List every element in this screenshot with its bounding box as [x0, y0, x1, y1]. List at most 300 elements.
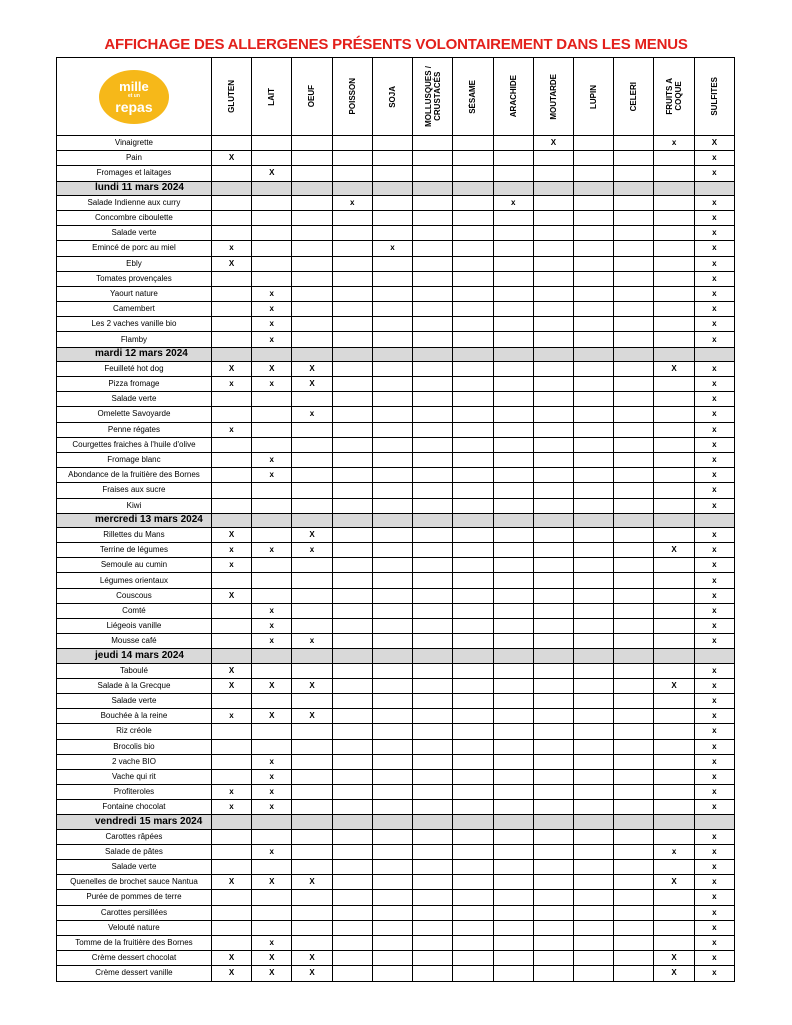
allergen-mark-cell — [574, 498, 614, 513]
allergen-mark-cell — [292, 166, 332, 181]
dish-name: Tomates provençales — [57, 271, 212, 286]
allergen-mark-cell — [292, 558, 332, 573]
day-row-cell — [292, 815, 332, 829]
allergen-mark-cell — [533, 286, 573, 301]
allergen-mark-cell — [453, 558, 493, 573]
allergen-mark-cell — [453, 603, 493, 618]
allergen-header-label: SOJA — [387, 85, 397, 108]
dish-row — [57, 829, 735, 844]
allergen-mark-cell — [372, 302, 412, 317]
allergen-mark-cell — [413, 543, 453, 558]
allergen-mark-cell: x — [694, 166, 734, 181]
allergen-mark-cell — [453, 709, 493, 724]
allergen-mark-cell: X — [292, 377, 332, 392]
allergen-mark-cell — [211, 286, 251, 301]
allergen-mark-cell — [493, 452, 533, 467]
allergen-mark-cell — [654, 452, 694, 467]
allergen-mark-cell — [654, 800, 694, 815]
allergen-mark-cell — [332, 875, 372, 890]
allergen-mark-cell — [654, 317, 694, 332]
allergen-mark-cell — [332, 527, 372, 542]
allergen-mark-cell — [332, 663, 372, 678]
allergen-mark-cell — [332, 905, 372, 920]
allergen-mark-cell — [252, 724, 292, 739]
allergen-mark-cell: x — [654, 136, 694, 151]
allergen-mark-cell — [533, 151, 573, 166]
allergen-mark-cell — [574, 603, 614, 618]
allergen-mark-cell — [614, 920, 654, 935]
allergen-mark-cell: x — [694, 195, 734, 210]
allergen-mark-cell — [413, 392, 453, 407]
allergen-mark-cell — [493, 603, 533, 618]
allergen-mark-cell — [574, 935, 614, 950]
allergen-mark-cell: x — [252, 377, 292, 392]
allergen-mark-cell: x — [211, 800, 251, 815]
allergen-mark-cell — [574, 166, 614, 181]
allergen-mark-cell — [453, 136, 493, 151]
allergen-mark-cell — [493, 920, 533, 935]
allergen-mark-cell: X — [252, 709, 292, 724]
allergen-mark-cell — [533, 468, 573, 483]
allergen-mark-cell — [533, 361, 573, 376]
dish-row — [57, 361, 735, 376]
allergen-mark-cell — [372, 603, 412, 618]
allergen-mark-cell — [211, 452, 251, 467]
allergen-mark-cell: X — [292, 361, 332, 376]
allergen-mark-cell — [211, 136, 251, 151]
dish-name: Velouté nature — [57, 920, 212, 935]
allergen-mark-cell — [614, 785, 654, 800]
allergen-mark-cell — [413, 769, 453, 784]
allergen-mark-cell — [332, 844, 372, 859]
allergen-mark-cell — [614, 195, 654, 210]
allergen-mark-cell — [493, 588, 533, 603]
allergen-mark-cell — [654, 905, 694, 920]
dish-row — [57, 785, 735, 800]
dish-name: Mousse café — [57, 634, 212, 649]
allergen-mark-cell — [252, 558, 292, 573]
allergen-mark-cell — [332, 407, 372, 422]
allergen-mark-cell — [453, 226, 493, 241]
allergen-mark-cell — [292, 332, 332, 347]
allergen-mark-cell — [332, 678, 372, 693]
allergen-mark-cell: x — [694, 875, 734, 890]
allergen-mark-cell: x — [694, 498, 734, 513]
allergen-mark-cell — [654, 573, 694, 588]
allergen-mark-cell — [654, 422, 694, 437]
allergen-mark-cell — [493, 210, 533, 225]
day-row-cell — [493, 347, 533, 361]
dish-row — [57, 663, 735, 678]
allergen-mark-cell — [614, 573, 654, 588]
allergen-mark-cell — [453, 377, 493, 392]
allergen-mark-cell — [574, 151, 614, 166]
allergen-mark-cell — [533, 210, 573, 225]
day-row-cell — [694, 347, 734, 361]
allergen-mark-cell: x — [694, 663, 734, 678]
allergen-mark-cell — [211, 754, 251, 769]
day-row-cell — [694, 815, 734, 829]
allergen-mark-cell — [252, 663, 292, 678]
allergen-mark-cell — [614, 800, 654, 815]
allergen-mark-cell — [332, 437, 372, 452]
day-header-row — [57, 347, 735, 361]
day-row-cell — [574, 181, 614, 195]
allergen-mark-cell — [654, 829, 694, 844]
allergen-mark-cell — [493, 739, 533, 754]
dish-name: Fromage blanc — [57, 452, 212, 467]
allergen-mark-cell — [533, 195, 573, 210]
dish-row — [57, 498, 735, 513]
allergen-mark-cell — [493, 256, 533, 271]
allergen-mark-cell — [372, 829, 412, 844]
allergen-mark-cell: X — [654, 361, 694, 376]
allergen-mark-cell — [533, 619, 573, 634]
day-row-cell — [453, 347, 493, 361]
dish-row — [57, 693, 735, 708]
allergen-mark-cell — [252, 392, 292, 407]
allergen-mark-cell — [614, 392, 654, 407]
allergen-header — [413, 58, 453, 136]
allergen-mark-cell — [493, 422, 533, 437]
allergen-mark-cell — [252, 136, 292, 151]
allergen-mark-cell — [252, 829, 292, 844]
allergen-mark-cell — [614, 951, 654, 966]
allergen-mark-cell — [574, 588, 614, 603]
allergen-mark-cell — [654, 286, 694, 301]
logo-cell — [57, 58, 212, 136]
allergen-mark-cell — [332, 271, 372, 286]
allergen-mark-cell — [413, 437, 453, 452]
allergen-mark-cell — [453, 392, 493, 407]
day-row-cell — [332, 649, 372, 663]
allergen-mark-cell — [533, 332, 573, 347]
day-row-cell — [654, 649, 694, 663]
day-row-cell — [694, 649, 734, 663]
allergen-mark-cell — [211, 860, 251, 875]
allergen-mark-cell — [533, 905, 573, 920]
dish-row — [57, 468, 735, 483]
allergen-mark-cell — [654, 709, 694, 724]
allergen-mark-cell — [292, 498, 332, 513]
allergen-mark-cell: x — [694, 527, 734, 542]
allergen-mark-cell: x — [211, 558, 251, 573]
allergen-mark-cell: x — [694, 543, 734, 558]
allergen-mark-cell — [413, 166, 453, 181]
allergen-header — [493, 58, 533, 136]
dish-name: Emincé de porc au miel — [57, 241, 212, 256]
allergen-mark-cell: x — [694, 437, 734, 452]
allergen-mark-cell — [372, 407, 412, 422]
allergen-header — [533, 58, 573, 136]
allergen-mark-cell — [332, 483, 372, 498]
allergen-mark-cell — [211, 920, 251, 935]
dish-name: Quenelles de brochet sauce Nantua — [57, 875, 212, 890]
allergen-mark-cell — [292, 693, 332, 708]
allergen-mark-cell — [252, 241, 292, 256]
allergen-mark-cell — [211, 739, 251, 754]
allergen-mark-cell — [332, 800, 372, 815]
allergen-mark-cell — [413, 136, 453, 151]
allergen-mark-cell — [211, 226, 251, 241]
allergen-mark-cell: X — [533, 136, 573, 151]
allergen-mark-cell — [413, 724, 453, 739]
day-row-cell — [413, 815, 453, 829]
allergen-mark-cell — [413, 663, 453, 678]
allergen-mark-cell: x — [694, 693, 734, 708]
allergen-mark-cell — [533, 829, 573, 844]
allergen-mark-cell — [453, 966, 493, 981]
allergen-mark-cell — [574, 769, 614, 784]
allergen-mark-cell — [211, 619, 251, 634]
allergen-mark-cell — [332, 332, 372, 347]
allergen-mark-cell: X — [211, 875, 251, 890]
allergen-mark-cell — [533, 754, 573, 769]
allergen-mark-cell — [574, 678, 614, 693]
allergen-mark-cell — [574, 890, 614, 905]
allergen-mark-cell — [654, 785, 694, 800]
dish-row — [57, 302, 735, 317]
dish-row — [57, 332, 735, 347]
allergen-mark-cell — [292, 739, 332, 754]
day-row-cell — [292, 649, 332, 663]
allergen-mark-cell — [413, 317, 453, 332]
allergen-mark-cell — [413, 226, 453, 241]
day-row-cell — [372, 649, 412, 663]
allergen-mark-cell — [574, 558, 614, 573]
allergen-header-label: LAIT — [267, 87, 277, 106]
allergen-mark-cell: X — [292, 678, 332, 693]
day-row-cell — [252, 513, 292, 527]
allergen-mark-cell — [211, 634, 251, 649]
allergen-mark-cell — [614, 136, 654, 151]
allergen-mark-cell — [614, 452, 654, 467]
day-row-cell — [252, 347, 292, 361]
allergen-mark-cell — [533, 558, 573, 573]
allergen-mark-cell — [332, 241, 372, 256]
allergen-mark-cell: x — [292, 543, 332, 558]
day-row-cell — [614, 347, 654, 361]
allergen-mark-cell — [574, 361, 614, 376]
allergen-mark-cell — [292, 151, 332, 166]
allergen-mark-cell — [413, 151, 453, 166]
allergen-mark-cell — [654, 558, 694, 573]
allergen-mark-cell — [453, 256, 493, 271]
allergen-mark-cell — [372, 256, 412, 271]
day-row-cell — [372, 347, 412, 361]
allergen-mark-cell — [453, 195, 493, 210]
dish-row — [57, 558, 735, 573]
allergen-mark-cell — [332, 634, 372, 649]
day-row-cell — [413, 347, 453, 361]
dish-row — [57, 452, 735, 467]
allergen-mark-cell — [533, 920, 573, 935]
dish-name: Pizza fromage — [57, 377, 212, 392]
allergen-mark-cell — [654, 226, 694, 241]
allergen-mark-cell — [252, 271, 292, 286]
allergen-mark-cell — [413, 256, 453, 271]
allergen-mark-cell — [614, 754, 654, 769]
day-row-cell — [211, 181, 251, 195]
allergen-mark-cell: x — [694, 800, 734, 815]
allergen-mark-cell — [574, 754, 614, 769]
allergen-mark-cell — [654, 195, 694, 210]
allergen-mark-cell — [292, 195, 332, 210]
allergen-mark-cell: x — [252, 634, 292, 649]
allergen-mark-cell: x — [252, 317, 292, 332]
allergen-mark-cell: X — [211, 361, 251, 376]
allergen-mark-cell — [654, 256, 694, 271]
allergen-mark-cell — [614, 317, 654, 332]
allergen-mark-cell — [654, 210, 694, 225]
allergen-mark-cell — [493, 392, 533, 407]
allergen-mark-cell — [372, 693, 412, 708]
allergen-mark-cell — [574, 860, 614, 875]
allergen-mark-cell — [614, 361, 654, 376]
allergen-mark-cell — [413, 407, 453, 422]
allergen-mark-cell — [614, 543, 654, 558]
allergen-mark-cell: X — [654, 543, 694, 558]
allergen-mark-cell: x — [694, 361, 734, 376]
allergen-mark-cell: x — [694, 317, 734, 332]
allergen-mark-cell — [574, 210, 614, 225]
allergen-mark-cell — [413, 920, 453, 935]
allergen-mark-cell — [493, 800, 533, 815]
allergen-mark-cell — [533, 226, 573, 241]
allergen-mark-cell — [332, 754, 372, 769]
dish-row — [57, 271, 735, 286]
allergen-mark-cell — [332, 422, 372, 437]
day-row-cell — [372, 181, 412, 195]
allergen-mark-cell: X — [694, 136, 734, 151]
allergen-mark-cell — [211, 844, 251, 859]
allergen-mark-cell: x — [211, 241, 251, 256]
allergen-mark-cell — [574, 422, 614, 437]
allergen-mark-cell — [372, 935, 412, 950]
allergen-mark-cell — [413, 271, 453, 286]
allergen-mark-cell — [533, 437, 573, 452]
allergen-mark-cell — [453, 527, 493, 542]
dish-row — [57, 151, 735, 166]
header-row — [57, 58, 735, 136]
dish-row — [57, 377, 735, 392]
allergen-mark-cell — [211, 468, 251, 483]
allergen-mark-cell — [533, 422, 573, 437]
allergen-mark-cell — [533, 603, 573, 618]
allergen-mark-cell — [654, 166, 694, 181]
day-row-cell — [252, 181, 292, 195]
allergen-mark-cell — [574, 739, 614, 754]
dish-name: Purée de pommes de terre — [57, 890, 212, 905]
allergen-mark-cell: x — [493, 195, 533, 210]
allergen-mark-cell: x — [332, 195, 372, 210]
allergen-mark-cell — [453, 271, 493, 286]
dish-row — [57, 407, 735, 422]
day-row-cell — [332, 181, 372, 195]
allergen-mark-cell — [493, 151, 533, 166]
allergen-mark-cell — [533, 724, 573, 739]
allergen-mark-cell — [413, 785, 453, 800]
allergen-mark-cell — [372, 468, 412, 483]
allergen-mark-cell — [493, 769, 533, 784]
allergen-header-label: LUPIN — [589, 84, 599, 109]
allergen-header-label: MOUTARDE — [548, 73, 558, 120]
allergen-mark-cell — [453, 693, 493, 708]
dish-row — [57, 754, 735, 769]
allergen-mark-cell — [654, 920, 694, 935]
allergen-mark-cell — [654, 377, 694, 392]
day-row-cell — [413, 649, 453, 663]
allergen-mark-cell — [211, 166, 251, 181]
allergen-mark-cell — [453, 754, 493, 769]
day-row-cell — [533, 649, 573, 663]
allergen-mark-cell — [533, 392, 573, 407]
allergen-mark-cell — [413, 286, 453, 301]
allergen-header-label: FRUITS A COQUE — [665, 78, 684, 115]
allergen-mark-cell — [453, 800, 493, 815]
day-row-cell — [574, 649, 614, 663]
allergen-mark-cell — [413, 844, 453, 859]
dish-name: Salade verte — [57, 392, 212, 407]
allergen-mark-cell — [292, 452, 332, 467]
allergen-mark-cell: X — [211, 663, 251, 678]
allergen-mark-cell — [453, 166, 493, 181]
allergen-mark-cell — [533, 663, 573, 678]
day-row-cell — [453, 181, 493, 195]
allergen-mark-cell: x — [694, 452, 734, 467]
allergen-mark-cell — [533, 769, 573, 784]
allergen-mark-cell — [413, 678, 453, 693]
allergen-mark-cell: x — [252, 468, 292, 483]
dish-name: Profiteroles — [57, 785, 212, 800]
allergen-mark-cell — [211, 890, 251, 905]
dish-name: Kiwi — [57, 498, 212, 513]
allergen-mark-cell — [372, 422, 412, 437]
dish-name: Omelette Savoyarde — [57, 407, 212, 422]
allergen-mark-cell — [413, 754, 453, 769]
allergen-mark-cell — [493, 693, 533, 708]
allergen-mark-cell: x — [694, 920, 734, 935]
allergen-mark-cell — [574, 452, 614, 467]
day-row-cell — [211, 347, 251, 361]
allergen-mark-cell — [614, 769, 654, 784]
allergen-mark-cell: x — [694, 302, 734, 317]
allergen-mark-cell — [654, 468, 694, 483]
allergen-mark-cell — [453, 663, 493, 678]
day-row-cell — [614, 513, 654, 527]
allergen-mark-cell — [372, 785, 412, 800]
allergen-mark-cell — [453, 210, 493, 225]
allergen-mark-cell: x — [694, 588, 734, 603]
allergen-mark-cell — [654, 935, 694, 950]
dish-row — [57, 226, 735, 241]
allergen-mark-cell — [574, 663, 614, 678]
allergen-mark-cell — [211, 573, 251, 588]
day-row-cell — [211, 513, 251, 527]
allergen-mark-cell — [614, 678, 654, 693]
allergen-mark-cell — [211, 724, 251, 739]
allergen-mark-cell — [493, 875, 533, 890]
allergen-mark-cell — [533, 271, 573, 286]
allergen-mark-cell — [332, 829, 372, 844]
allergen-mark-cell — [372, 800, 412, 815]
allergen-mark-cell — [533, 935, 573, 950]
day-row-cell — [332, 513, 372, 527]
allergen-mark-cell — [493, 241, 533, 256]
allergen-mark-cell — [252, 573, 292, 588]
allergen-mark-cell — [453, 588, 493, 603]
allergen-mark-cell — [413, 483, 453, 498]
